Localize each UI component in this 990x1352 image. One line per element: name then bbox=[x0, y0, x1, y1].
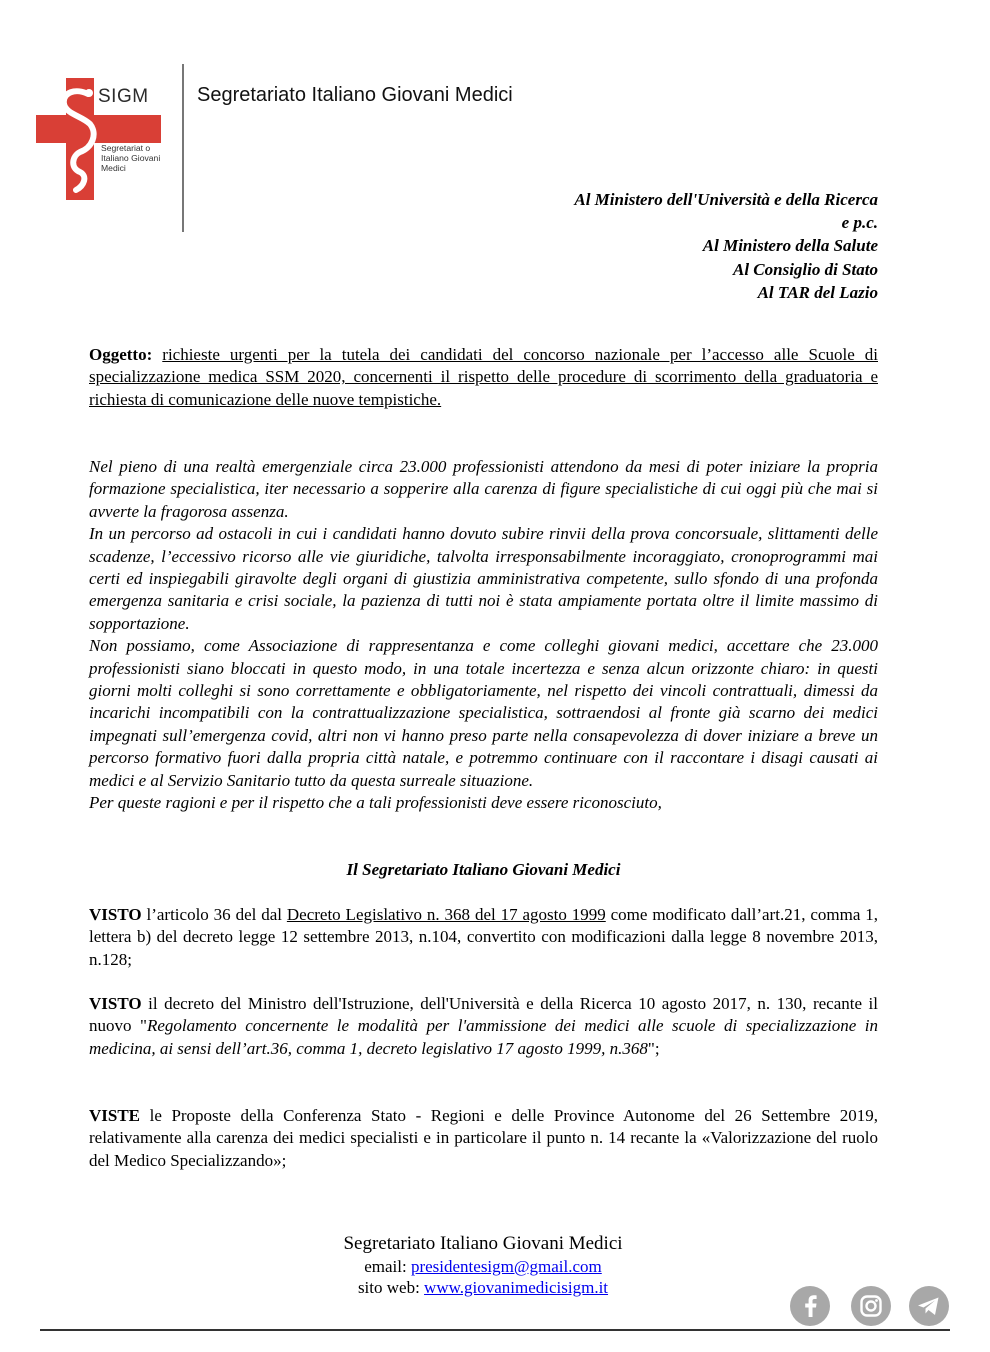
footer-org-name: Segretariato Italiano Giovani Medici bbox=[343, 1233, 623, 1254]
viste-keyword: VISTE bbox=[89, 1106, 141, 1125]
signatory-heading: Il Segretariato Italiano Giovani Medici bbox=[346, 860, 621, 879]
recipient-line: Al TAR del Lazio bbox=[757, 282, 878, 302]
visto-paragraph-1: VISTO l’articolo 36 del dal Decreto Legislativo n. 368 del 17 agosto 1999 come modificato dall’art.21, comma 1, lettera b) del decreto legge 12 settembre 2013, n.104, convertito con modificazioni dalla legge 8 novembre 2013, n.128; bbox=[89, 905, 878, 969]
recipient-line: e p.c. bbox=[841, 213, 878, 233]
recipient-line: Al Consiglio di Stato bbox=[732, 259, 878, 279]
footer bbox=[283, 1232, 683, 1298]
intro-paragraph: In un percorso ad ostacoli in cui i candidati hanno dovuto subire rinvii della prova concorsuale, slittamenti delle scadenze, l’eccessivo ricorso alle vie giuridiche, talvolta irresponsabilmente incoraggiato, cronoprogrammi mai certi ed inspiegabili giravolte degli organi di giustizia amministrativa competente, sullo sfondo di una profonda emergenza sanitaria e crisi sociale, la pazienza di tutti noi è stata ampiamente portata oltre il limite massimo di sopportazione. bbox=[89, 524, 878, 633]
logo-subtitle: Segretariat o Italiano Giovani Medici bbox=[101, 143, 161, 173]
organization-title: Segretariato Italiano Giovani Medici bbox=[197, 84, 513, 106]
subject-label: Oggetto: bbox=[89, 345, 153, 364]
logo-wordmark: SIGM bbox=[98, 86, 149, 107]
footer-rule bbox=[40, 1329, 950, 1331]
decree-link[interactable]: Decreto Legislativo n. 368 del 17 agosto 1999 bbox=[286, 905, 606, 924]
intro-text bbox=[89, 456, 878, 815]
email-link[interactable]: presidentesigm@gmail.com bbox=[410, 1257, 602, 1276]
facebook-icon[interactable] bbox=[790, 1286, 830, 1326]
visto-keyword: VISTO bbox=[89, 905, 142, 924]
header-divider bbox=[182, 64, 184, 232]
viste-paragraph-3: VISTE le Proposte della Conferenza Stato - Regioni e delle Province Autonome del 26 Settembre 2019, relativamente alla carenza dei medici specialisti e in particolare il punto n. 14 recante la «Valorizzazione del ruolo del Medico Specializzando»; bbox=[89, 1106, 878, 1170]
footer-web-line: sito web: www.giovanimedicisigm.it bbox=[357, 1278, 609, 1297]
regulation-title: Regolamento concernente le modalità per l'ammissione dei medici alle scuole di specializzazione in medicina, ai sensi dell’art.36, comma 1, decreto legislativo 17 agosto 1999, n.368 bbox=[89, 1016, 878, 1058]
telegram-icon[interactable] bbox=[909, 1286, 949, 1326]
visto-keyword: VISTO bbox=[89, 994, 142, 1013]
footer-email-line: email: presidentesigm@gmail.com bbox=[364, 1257, 602, 1276]
intro-paragraph: Per queste ragioni e per il rispetto che a tali professionisti deve essere riconosciuto, bbox=[89, 793, 662, 813]
recipient-line: Al Ministero dell'Università e della Ricerca bbox=[574, 190, 878, 209]
subject-paragraph bbox=[89, 344, 878, 411]
instagram-icon[interactable] bbox=[851, 1286, 891, 1326]
intro-paragraph: Nel pieno di una realtà emergenziale circa 23.000 professionisti attendono da mesi di poter iniziare la propria formazione specialistica, iter necessario a sopperire alla carenza di figure specialistiche di cui oggi più che mai si avverte la fragorosa assenza. bbox=[89, 457, 878, 521]
subject-text: richieste urgenti per la tutela dei candidati del concorso nazionale per l’accesso alle Scuole di specializzazione medica SSM 2020, concernenti il rispetto delle procedure di scorrimento della graduatoria e richiesta di comunicazione delle nuove tempistiche. bbox=[89, 345, 878, 409]
recipient-line: Al Ministero della Salute bbox=[702, 236, 878, 256]
intro-paragraph: Non possiamo, come Associazione di rappresentanza e come colleghi giovani medici, accettare che 23.000 professionisti siano bloccati in questo modo, in una totale incertezza e senza alcun orizzonte chiaro: in questi giorni molti colleghi si sono correttamente e obbligatoriamente, nel rispetto dei vincoli contrattuali, dimessi da incarichi incompatibili con la contrattualizzazione specialistica, sottraendosi al fronte già scarno dei medici impegnati sull’emergenza covid, altri non vi hanno preso parte nella consapevolezza di dover iniziare a breve un percorso formativo fuori dalla propria città natale, e potremmo continuare con il raccontare i disagi causati ai medici e al Servizio Sanitario tutto da questa surreale situazione. bbox=[89, 636, 878, 790]
visto-paragraph-2: VISTO il decreto del Ministro dell'Istruzione, dell'Università e della Ricerca 10 agosto 2017, n. 130, recante il nuovo "Regolamento concernente le modalità per l'ammissione dei medici alle scuole di specializzazione in medicina, ai sensi dell’art.36, comma 1, decreto legislativo 17 agosto 1999, n.368"; bbox=[89, 994, 878, 1058]
recipients-block bbox=[574, 188, 878, 304]
website-link[interactable]: www.giovanimedicisigm.it bbox=[424, 1278, 609, 1297]
